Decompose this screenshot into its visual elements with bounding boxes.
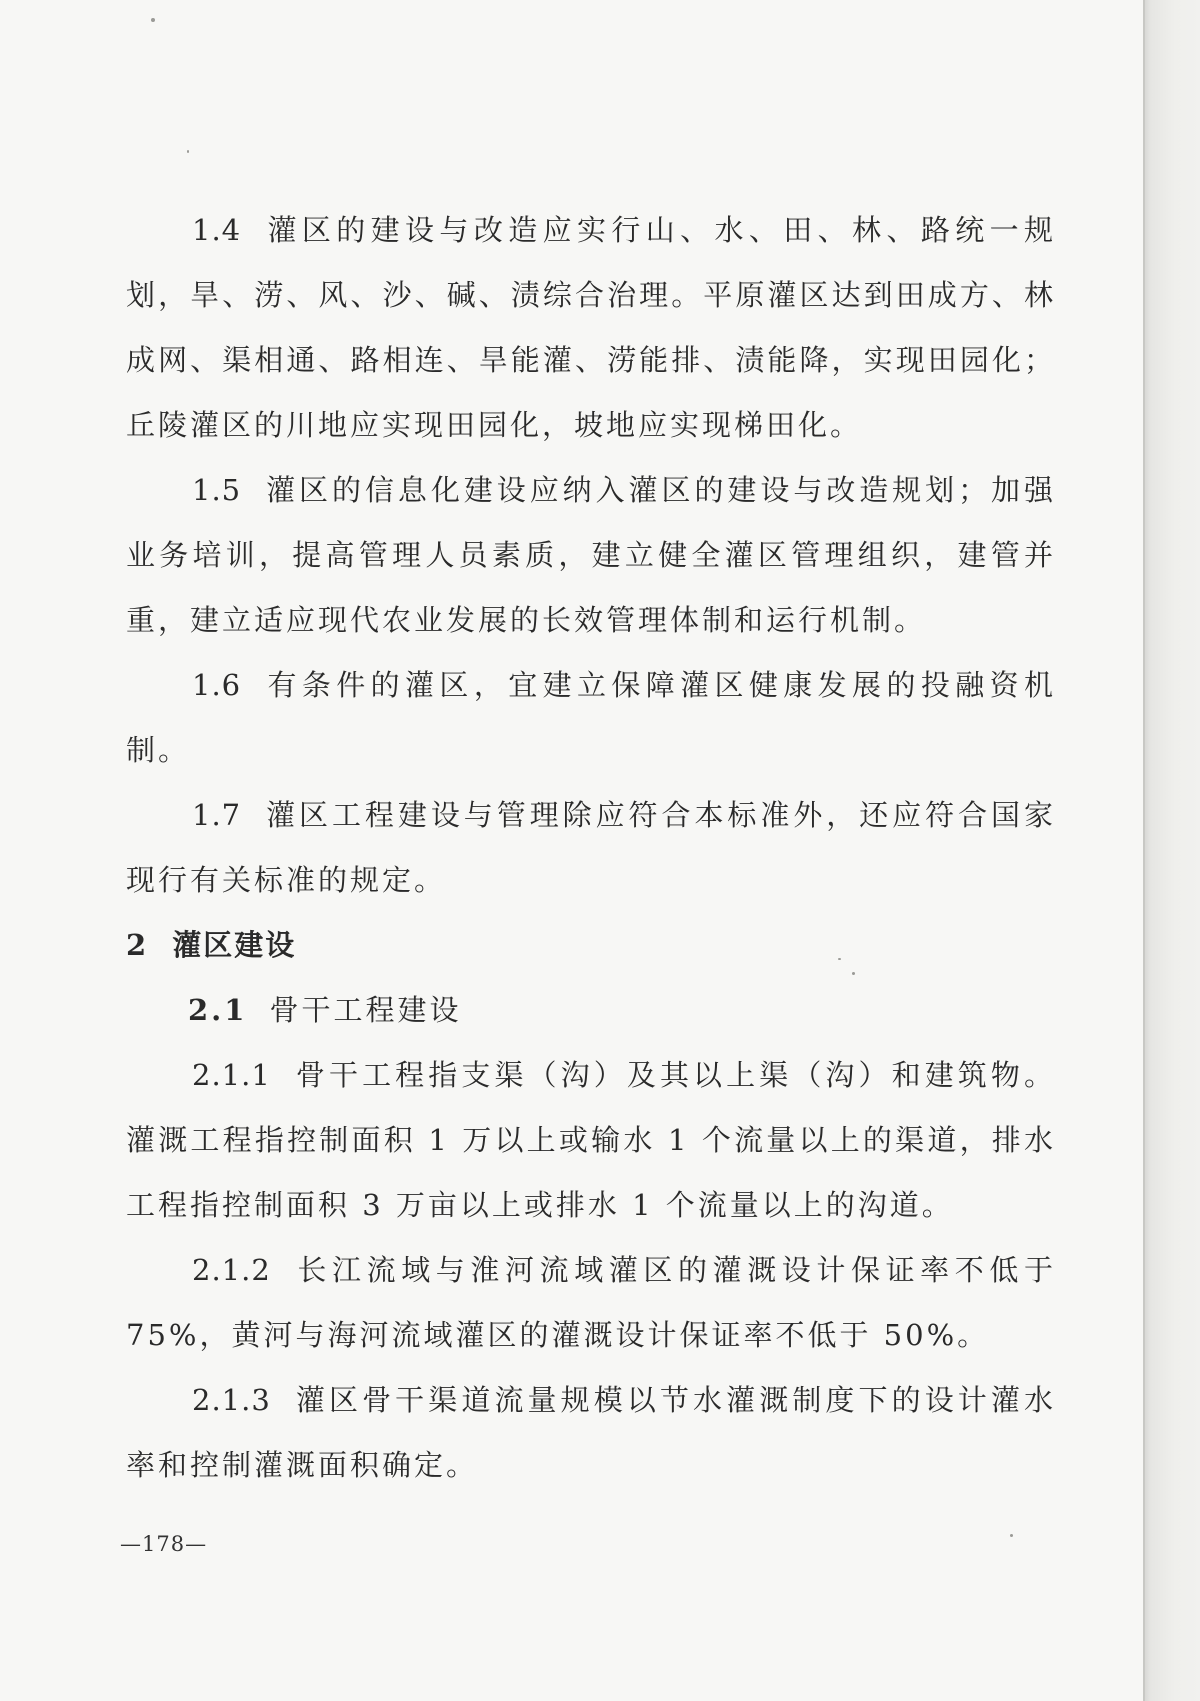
clause-text: 灌区的建设与改造应实行山、水、田、林、路统一规划，旱、涝、风、沙、碱、渍综合治理。平原灌区达到田成方、林成网、渠相通、路相连、旱能灌、涝能排、渍能降，实现田园化；丘陵灌区的川地应实现田园化，坡地应实现梯田化。	[126, 213, 1056, 442]
page-number: —178—	[120, 1532, 208, 1556]
clause-1-4	[126, 198, 1056, 458]
clause-2-1-1	[126, 1043, 1056, 1238]
clause-1-5	[126, 458, 1056, 653]
scan-speck	[151, 18, 155, 22]
clause-text: 灌区的信息化建设应纳入灌区的建设与改造规划；加强业务培训，提高管理人员素质，建立健全灌区管理组织，建管并重，建立适应现代农业发展的长效管理体制和运行机制。	[126, 473, 1056, 637]
clause-number: 2.1.3	[192, 1383, 271, 1417]
clause-number: 1.6	[192, 668, 242, 702]
clause-2-1-3	[126, 1368, 1056, 1498]
scan-speck	[187, 150, 189, 153]
heading-text: 灌区建设	[172, 928, 297, 962]
clause-number: 2.1.1	[192, 1058, 271, 1092]
clause-text: 骨干工程指支渠（沟）及其以上渠（沟）和建筑物。灌溉工程指控制面积 1 万以上或输水 1 个流量以上的渠道，排水工程指控制面积 3 万亩以上或排水 1 个流量以上的沟道。	[126, 1058, 1056, 1222]
clause-2-1-2	[126, 1238, 1056, 1368]
clause-text: 灌区工程建设与管理除应符合本标准外，还应符合国家现行有关标准的规定。	[126, 798, 1056, 897]
scan-speck	[1010, 1534, 1013, 1537]
heading-number: 2	[126, 928, 149, 962]
subheading-number: 2.1	[188, 993, 248, 1027]
clause-text: 灌区骨干渠道流量规模以节水灌溉制度下的设计灌水率和控制灌溉面积确定。	[126, 1383, 1056, 1482]
clause-number: 1.4	[192, 213, 242, 247]
subheading-text: 骨干工程建设	[269, 993, 462, 1027]
clause-1-6	[126, 653, 1056, 783]
clause-text: 长江流域与淮河流域灌区的灌溉设计保证率不低于75%，黄河与海河流域灌区的灌溉设计保证率不低于 50%。	[126, 1253, 1056, 1352]
section-heading-2	[126, 913, 1056, 978]
clause-number: 1.7	[192, 798, 242, 832]
document-body	[126, 198, 1056, 1498]
clause-number: 2.1.2	[192, 1253, 271, 1287]
subsection-heading-2-1	[126, 978, 1056, 1043]
clause-text: 有条件的灌区，宜建立保障灌区健康发展的投融资机制。	[126, 668, 1056, 767]
scanner-edge	[1145, 0, 1200, 1701]
clause-1-7	[126, 783, 1056, 913]
clause-number: 1.5	[192, 473, 242, 507]
